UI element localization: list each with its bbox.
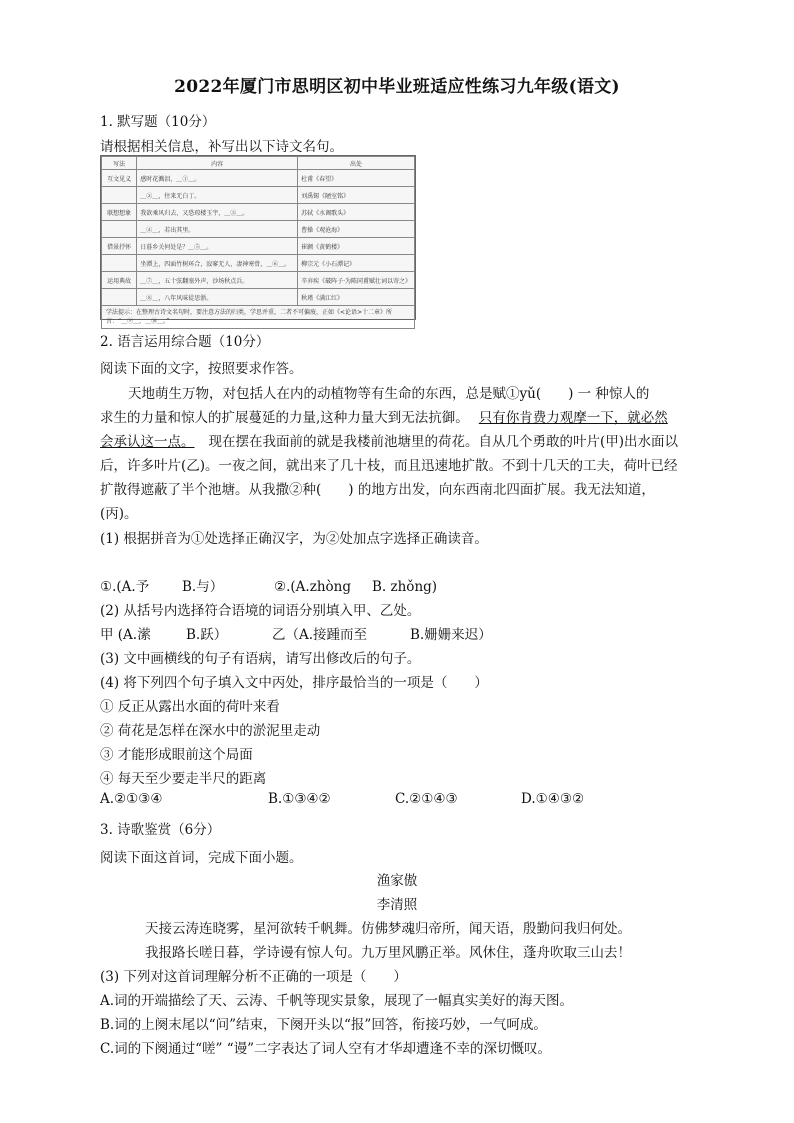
q2-instruction: 阅读下面的文字，按照要求作答。: [100, 361, 303, 377]
table-cell-method: 运用典故: [102, 272, 137, 289]
table-note-row: [102, 306, 415, 329]
passage-line: 后，许多叶片(乙)。一夜之间，就出来了几十枝，而且迅速地扩散。不到十几天的工夫，荷叶已经: [100, 458, 678, 474]
sentence-item: ③ 才能形成眼前这个局面: [100, 747, 253, 763]
table-cell-content: ＿④＿，若出其里。: [137, 221, 298, 238]
table-cell-content: ＿②＿，往来无白丁。: [137, 187, 298, 204]
underlined-sentence: 会承认这一点。: [100, 434, 195, 450]
table-note: 学法提示：在整理古诗文名句时，要注意方法的归类，学思并重，二者不可偏废，正如《<论语>十二章》所言：“＿⑨＿，＿⑩＿。”: [102, 306, 415, 329]
passage-text: 求生的力量和惊人的扩展蔓延的力量,这种力量大到无法抗御。: [100, 410, 469, 426]
option: 甲 (A.潆: [100, 627, 151, 643]
option: 乙（A.接踵而至: [272, 627, 368, 643]
table-cell-method: 互文见义: [102, 170, 137, 187]
option: B.姗姗来迟）: [410, 627, 492, 643]
option: B. zhǒng): [372, 579, 438, 595]
table-row: [102, 272, 415, 289]
q3-option-a: A.词的开端描绘了天、云涛、千帆等现实景象，展现了一幅真实美好的海天图。: [100, 993, 574, 1009]
q2-heading: 2. 语言运用综合题（10分）: [100, 334, 270, 350]
q1-heading: 1. 默写题（10分）: [100, 114, 216, 130]
q3-option-b: B.词的上阕末尾以“问”结束，下阕开头以“报”回答，衔接巧妙，一气呵成。: [100, 1017, 547, 1033]
table-cell-method: [102, 255, 137, 272]
q3-option-c: C.词的下阕通过“嗟” “谩”二字表达了词人空有才华却遭逢不幸的深切慨叹。: [100, 1041, 552, 1057]
q2-sub2-options: [100, 623, 492, 643]
q2-sub1-options: [100, 575, 437, 595]
table-cell-method: 借景抒怀: [102, 238, 137, 255]
q3-sub3: (3) 下列对这首词理解分析不正确的一项是（ ）: [100, 969, 407, 985]
table-header: 出处: [298, 157, 415, 170]
table-cell-source: 崔颢《黄鹤楼》: [298, 238, 415, 255]
sentence-item: ④ 每天至少要走半尺的距离: [100, 771, 267, 787]
table-cell-content: 感时花溅泪，＿①＿。: [137, 170, 298, 187]
table-cell-content: 我欲乘风归去，又恐琼楼玉宇，＿③＿。: [137, 204, 298, 221]
table-cell-method: [102, 289, 137, 306]
passage-line: [100, 406, 668, 426]
table-cell-method: 联想想象: [102, 204, 137, 221]
table-cell-source: 柳宗元《小石潭记》: [298, 255, 415, 272]
table-cell-source: 苏轼《水调歌头》: [298, 204, 415, 221]
poem-author: 李清照: [376, 897, 418, 913]
table-cell-source: 曹操《观沧海》: [298, 221, 415, 238]
table-row: [102, 221, 415, 238]
option: ①.(A.予: [100, 579, 150, 595]
passage-line: (丙)。: [100, 506, 138, 522]
table-cell-source: 辛弃疾《破阵子·为陈同甫赋壮词以寄之》: [298, 272, 415, 289]
option: ②.(A.zhòng: [274, 579, 351, 595]
table-row: [102, 170, 415, 187]
table-row: [102, 187, 415, 204]
q2-sub1: (1) 根据拼音为①处选择正确汉字，为②处加点字选择正确读音。: [100, 531, 488, 547]
table-header: 写法: [102, 157, 137, 170]
q2-sub3: (3) 文中画横线的句子有语病，请写出修改后的句子。: [100, 651, 421, 667]
table-cell-content: ＿⑧＿，八年风味徒思浙。: [137, 289, 298, 306]
poem-title: 渔家傲: [376, 873, 418, 889]
poem-line: 我报路长嗟日暮，学诗谩有惊人句。九万里风鹏正举。风休住，蓬舟吹取三山去！: [145, 945, 631, 961]
choice-c: C.②①④③: [395, 791, 458, 807]
q3-heading: 3. 诗歌鉴赏（6分）: [100, 822, 221, 838]
passage-line: 扩散得遮蔽了半个池塘。从我撒②种( ) 的地方出发，向东西南北四面扩展。我无法知道，: [100, 482, 655, 498]
sentence-item: ① 反正从露出水面的荷叶来看: [100, 699, 280, 715]
q2-sub2: (2) 从括号内选择符合语境的词语分别填入甲、乙处。: [100, 603, 421, 619]
table-row: [102, 238, 415, 255]
sentence-item: ② 荷花是怎样在深水中的淤泥里走动: [100, 723, 321, 739]
choice-d: D.①④③②: [521, 791, 585, 807]
table-header-row: [102, 157, 415, 170]
q2-sub4: (4) 将下列四个句子填入文中丙处，排序最恰当的一项是（ ）: [100, 675, 488, 691]
table-cell-method: [102, 221, 137, 238]
passage-line: 天地萌生万物，对包括人在内的动植物等有生命的东西，总是赋①yǔ( ) 一 种惊人的: [128, 386, 650, 402]
choice-a: A.②①③④: [100, 791, 163, 807]
table-cell-source: 杜甫《春望》: [298, 170, 415, 187]
q1-fill-table: [100, 155, 416, 325]
table-cell-content: 日暮乡关何处是？＿⑤＿。: [137, 238, 298, 255]
table-header: 内容: [137, 157, 298, 170]
table-cell-content: ＿⑦＿，五十弦翻塞外声，沙场秋点兵。: [137, 272, 298, 289]
q3-instruction: 阅读下面这首词，完成下面小题。: [100, 850, 303, 866]
q2-choices: [100, 791, 584, 807]
table-row: [102, 204, 415, 221]
q1-instruction: 请根据相关信息，补写出以下诗文名句。: [100, 139, 343, 155]
option: B.跃）: [186, 627, 228, 643]
option: B.与）: [182, 579, 224, 595]
table-row: [102, 289, 415, 306]
table-cell-content: 坐潭上，四面竹树环合，寂寥无人，凄神寒骨，＿⑥＿。: [137, 255, 298, 272]
table-cell-source: 刘禹锡《陋室铭》: [298, 187, 415, 204]
page-title: 2022年厦门市思明区初中毕业班适应性练习九年级(语文): [174, 77, 620, 97]
table-cell-method: [102, 187, 137, 204]
table-cell-source: 秋瑾《满江红》: [298, 289, 415, 306]
poem-line: 天接云涛连晓雾，星河欲转千帆舞。仿佛梦魂归帝所，闻天语，殷勤问我归何处。: [145, 921, 631, 937]
underlined-sentence: 只有你肯费力观摩一下，就必然: [478, 410, 668, 426]
passage-text: 现在摆在我面前的就是我楼前池塘里的荷花。自从几个勇敢的叶片(甲)出水面以: [208, 434, 679, 450]
table-row: [102, 255, 415, 272]
choice-b: B.①③④②: [268, 791, 331, 807]
passage-line: [100, 430, 678, 450]
